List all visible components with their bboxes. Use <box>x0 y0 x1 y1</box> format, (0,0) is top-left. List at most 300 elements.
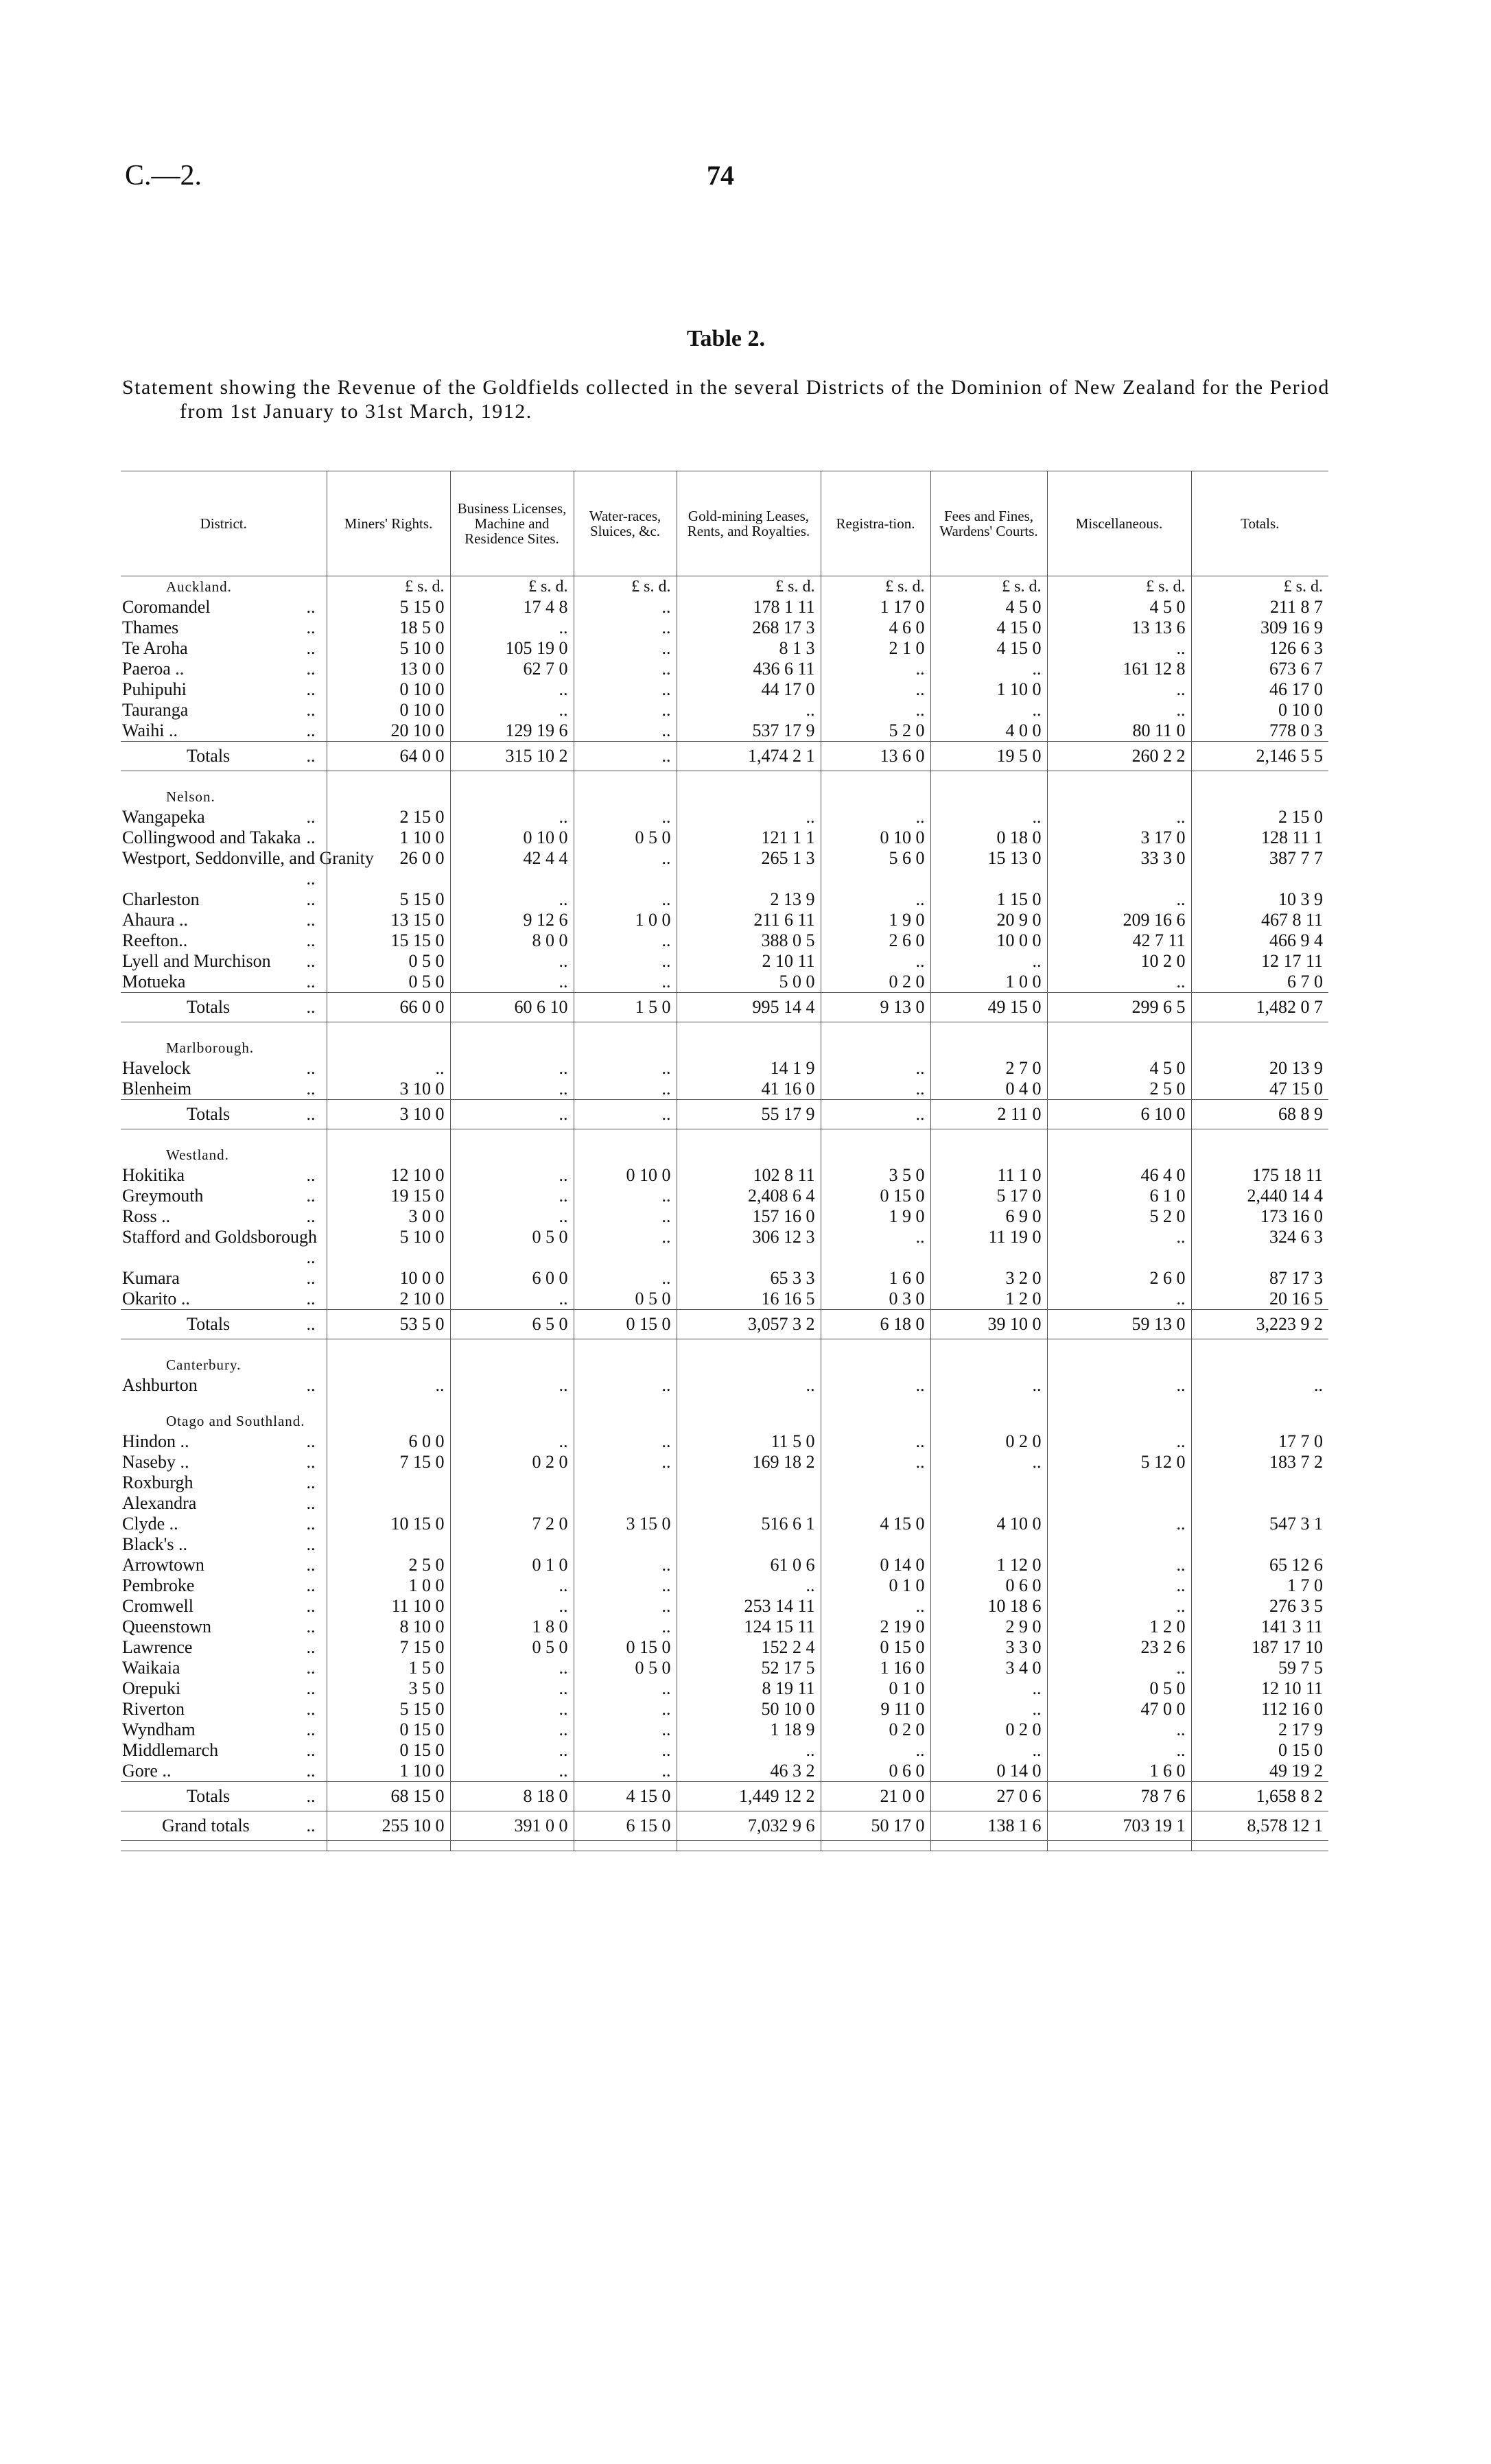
amount-cell: 3 3 0 <box>930 1637 1047 1658</box>
amount-cell: 44 17 0 <box>677 679 821 700</box>
amount-cell: 0 1 0 <box>821 1678 930 1699</box>
district-cell <box>121 1375 327 1396</box>
amount-cell: 12 10 0 <box>327 1165 450 1186</box>
spacer-cell <box>1047 1339 1191 1352</box>
empty-cell <box>1191 1142 1328 1165</box>
district-cell <box>121 807 327 828</box>
grand-total-cell: 8,578 12 1 <box>1191 1811 1328 1841</box>
table-body <box>121 576 1328 1851</box>
amount-cell: 4 5 0 <box>930 597 1047 618</box>
total-cell: 1,658 8 2 <box>1191 1782 1328 1811</box>
amount-cell <box>450 1472 574 1493</box>
district-name: Pembroke <box>122 1575 195 1595</box>
leader-dots: .. <box>306 1720 316 1739</box>
amount-cell: .. <box>930 1740 1047 1761</box>
amount-cell: 41 16 0 <box>677 1079 821 1100</box>
amount-cell: 3 17 0 <box>1047 828 1191 848</box>
district-row <box>121 1227 1328 1268</box>
amount-cell: 2 15 0 <box>327 807 450 828</box>
amount-cell: 0 2 0 <box>821 1720 930 1740</box>
amount-cell: 0 2 0 <box>930 1720 1047 1740</box>
spacer-cell <box>450 1022 574 1035</box>
amount-cell: 1 16 0 <box>821 1658 930 1678</box>
total-cell: 1,449 12 2 <box>677 1782 821 1811</box>
spacer-cell <box>574 1129 677 1142</box>
section-heading-row <box>121 1142 1328 1165</box>
leader-dots: .. <box>306 1617 316 1636</box>
amount-cell: .. <box>930 659 1047 679</box>
total-cell: 315 10 2 <box>450 742 574 771</box>
amount-cell: 1 0 0 <box>574 910 677 930</box>
amount-cell: .. <box>574 1452 677 1472</box>
amount-cell: 6 9 0 <box>930 1206 1047 1227</box>
amount-cell: .. <box>327 1058 450 1079</box>
district-cell <box>121 848 374 889</box>
spacer-cell <box>677 771 821 784</box>
amount-cell: 10 15 0 <box>327 1514 450 1534</box>
totals-label <box>121 1782 327 1811</box>
amount-cell: 10 3 9 <box>1278 889 1323 909</box>
amount-cell: 4 15 0 <box>930 638 1047 659</box>
empty-cell <box>677 784 821 807</box>
amount-cell: 10 2 0 <box>1047 951 1191 972</box>
amount-cell: .. <box>574 1079 677 1100</box>
empty-cell <box>1191 1035 1328 1058</box>
district-row <box>121 951 1328 972</box>
district-name: Orepuki <box>122 1678 181 1698</box>
amount-cell: 8 19 11 <box>677 1678 821 1699</box>
district-name: Totals <box>187 1314 231 1334</box>
amount-cell: 0 5 0 <box>574 1658 677 1678</box>
section-heading: Westland. <box>121 1142 327 1165</box>
amount-cell: 15 13 0 <box>930 848 1047 889</box>
grand-total-cell: 255 10 0 <box>327 1811 450 1841</box>
leader-dots: .. <box>306 869 316 889</box>
leader-dots: .. <box>306 1575 316 1595</box>
amount-cell: .. <box>677 1575 821 1596</box>
total-cell: 59 13 0 <box>1047 1310 1191 1339</box>
amount-cell: .. <box>930 1452 1047 1472</box>
amount-cell: 112 16 0 <box>1260 1699 1323 1719</box>
empty-cell <box>450 1408 574 1431</box>
empty-cell <box>450 1035 574 1058</box>
amount-cell <box>1191 1534 1328 1555</box>
leader-dots: .. <box>306 1816 316 1835</box>
amount-cell: .. <box>1047 1227 1191 1268</box>
total-cell: 49 15 0 <box>930 993 1047 1022</box>
amount-cell: .. <box>574 930 677 951</box>
leader-dots: .. <box>306 828 316 847</box>
amount-cell: 152 2 4 <box>677 1637 821 1658</box>
amount-cell: 1 10 0 <box>327 828 450 848</box>
amount-cell: 0 15 0 <box>821 1637 930 1658</box>
amount-cell: 7 2 0 <box>450 1514 574 1534</box>
amount-cell: 0 5 0 <box>574 828 677 848</box>
total-cell: 6 18 0 <box>821 1310 930 1339</box>
amount-cell: 52 17 5 <box>677 1658 821 1678</box>
district-cell <box>121 910 327 930</box>
amount-cell: 42 7 11 <box>1047 930 1191 951</box>
district-row <box>121 1206 1328 1227</box>
amount-cell: 10 0 0 <box>327 1268 450 1289</box>
total-cell: 68 8 9 <box>1191 1100 1328 1129</box>
district-name: Te Aroha <box>122 638 188 658</box>
district-row <box>121 1555 1328 1575</box>
amount-cell: .. <box>821 1058 930 1079</box>
amount-cell: 5 15 0 <box>327 597 450 618</box>
total-cell: 3,057 3 2 <box>677 1310 821 1339</box>
amount-cell: .. <box>1047 638 1191 659</box>
district-name: Totals <box>187 1786 231 1806</box>
amount-cell: .. <box>450 1058 574 1079</box>
spacer-cell <box>821 771 930 784</box>
amount-cell: 0 10 0 <box>327 700 450 720</box>
leader-dots: .. <box>306 972 316 992</box>
district-row <box>121 1740 1328 1761</box>
leader-dots: .. <box>306 638 316 658</box>
column-header: Totals. <box>1191 471 1328 576</box>
amount-cell: 0 1 0 <box>821 1575 930 1596</box>
amount-cell: 2 1 0 <box>821 638 930 659</box>
amount-cell: 7 15 0 <box>327 1637 450 1658</box>
grand-total-cell: 391 0 0 <box>450 1811 574 1841</box>
amount-cell: 126 6 3 <box>1269 638 1323 658</box>
district-row <box>121 1720 1328 1740</box>
spacer-cell <box>121 1022 327 1035</box>
district-cell <box>121 597 327 618</box>
amount-cell: .. <box>450 1431 574 1452</box>
leader-dots: .. <box>306 1247 316 1267</box>
amount-cell: 2 6 0 <box>821 930 930 951</box>
empty-cell <box>1047 1408 1191 1431</box>
amount-cell: 1 2 0 <box>930 1289 1047 1310</box>
amount-cell: 3 2 0 <box>930 1268 1047 1289</box>
amount-cell: .. <box>821 679 930 700</box>
amount-cell <box>1191 1472 1328 1493</box>
amount-cell: .. <box>930 1375 1047 1396</box>
amount-cell: .. <box>450 1206 574 1227</box>
district-row <box>121 1452 1328 1472</box>
empty-cell <box>821 784 930 807</box>
section-heading-row <box>121 1352 1328 1375</box>
amount-cell: .. <box>1047 1575 1191 1596</box>
leader-dots: .. <box>306 889 316 909</box>
spacer-cell <box>1047 1841 1191 1851</box>
amount-cell: 1 6 0 <box>1047 1761 1191 1782</box>
amount-cell: .. <box>677 1740 821 1761</box>
total-cell: 2 11 0 <box>930 1100 1047 1129</box>
amount-cell: 2 9 0 <box>930 1617 1047 1637</box>
amount-cell: 1 10 0 <box>930 679 1047 700</box>
amount-cell <box>574 1534 677 1555</box>
amount-cell: 0 2 0 <box>450 1452 574 1472</box>
amount-cell: .. <box>450 1079 574 1100</box>
amount-cell: 0 4 0 <box>930 1079 1047 1100</box>
amount-cell: .. <box>930 951 1047 972</box>
spacer-cell <box>121 1396 327 1408</box>
amount-cell: 10 18 6 <box>930 1596 1047 1617</box>
leader-dots: .. <box>306 1761 316 1781</box>
spacer-cell <box>677 1129 821 1142</box>
district-row <box>121 807 1328 828</box>
amount-cell: .. <box>574 1740 677 1761</box>
spacer-cell <box>574 771 677 784</box>
amount-cell: 2 5 0 <box>327 1555 450 1575</box>
district-cell <box>121 951 327 972</box>
total-cell: 68 15 0 <box>327 1782 450 1811</box>
page-number: 74 <box>707 160 734 191</box>
money-unit: £ s. d. <box>677 576 821 598</box>
amount-cell: 2 10 0 <box>327 1289 450 1310</box>
amount-cell: .. <box>1047 1740 1191 1761</box>
district-row <box>121 848 1328 889</box>
amount-cell: 5 6 0 <box>821 848 930 889</box>
spacer-cell <box>930 1129 1047 1142</box>
section-heading-row <box>121 1035 1328 1058</box>
leader-dots: .. <box>306 1637 316 1657</box>
amount-cell: 4 5 0 <box>1047 1058 1191 1079</box>
column-header: Miners' Rights. <box>327 471 450 576</box>
amount-cell: .. <box>327 1375 450 1396</box>
amount-cell: .. <box>574 659 677 679</box>
amount-cell: 0 6 0 <box>930 1575 1047 1596</box>
spacer-cell <box>450 1339 574 1352</box>
amount-cell <box>677 1534 821 1555</box>
empty-cell <box>930 784 1047 807</box>
total-cell: 2,146 5 5 <box>1191 742 1328 771</box>
leader-dots: .. <box>306 1079 316 1099</box>
district-name: Totals <box>187 1104 231 1124</box>
district-cell <box>121 1740 327 1761</box>
amount-cell: 209 16 6 <box>1047 910 1191 930</box>
amount-cell: .. <box>574 1206 677 1227</box>
amount-cell: .. <box>821 1079 930 1100</box>
column-header: Water-races, Sluices, &c. <box>574 471 677 576</box>
district-row <box>121 1186 1328 1206</box>
spacer-cell <box>327 1022 450 1035</box>
amount-cell: 1 12 0 <box>930 1555 1047 1575</box>
leader-dots: .. <box>306 1699 316 1719</box>
spacer-cell <box>574 1339 677 1352</box>
amount-cell: 20 10 0 <box>327 720 450 742</box>
leader-dots: .. <box>306 618 316 637</box>
amount-cell: 0 10 0 <box>450 828 574 848</box>
amount-cell: 265 1 3 <box>677 848 821 889</box>
total-cell: 13 6 0 <box>821 742 930 771</box>
amount-cell: .. <box>1047 1289 1191 1310</box>
amount-cell: 2 19 0 <box>821 1617 930 1637</box>
district-cell <box>121 1431 327 1452</box>
district-cell <box>121 930 327 951</box>
amount-cell: 46 17 0 <box>1269 679 1323 699</box>
grand-total-cell: 6 15 0 <box>574 1811 677 1841</box>
amount-cell: 61 0 6 <box>677 1555 821 1575</box>
spacer-cell <box>930 1339 1047 1352</box>
district-cell <box>121 1678 327 1699</box>
district-cell <box>121 828 327 848</box>
leader-dots: .. <box>306 1472 316 1492</box>
amount-cell: 187 17 10 <box>1252 1637 1323 1657</box>
district-row <box>121 1165 1328 1186</box>
district-name: Black's .. <box>122 1534 187 1554</box>
amount-cell: .. <box>574 1431 677 1452</box>
section-heading-row <box>121 784 1328 807</box>
spacer-cell <box>1047 1022 1191 1035</box>
district-row <box>121 1058 1328 1079</box>
amount-cell: 0 5 0 <box>327 972 450 993</box>
district-name: Naseby .. <box>122 1452 189 1472</box>
money-unit: £ s. d. <box>574 576 677 598</box>
table-bottom-rule <box>121 1841 1328 1851</box>
district-row <box>121 1514 1328 1534</box>
total-cell: 60 6 10 <box>450 993 574 1022</box>
amount-cell <box>930 1472 1047 1493</box>
totals-row <box>121 993 1328 1022</box>
total-cell: 995 14 4 <box>677 993 821 1022</box>
amount-cell <box>1047 1493 1191 1514</box>
spacer-cell <box>1191 1841 1328 1851</box>
amount-cell: .. <box>574 720 677 742</box>
amount-cell: .. <box>821 1596 930 1617</box>
spacer-cell <box>327 1129 450 1142</box>
amount-cell: 306 12 3 <box>677 1227 821 1268</box>
district-name: Cromwell <box>122 1596 193 1616</box>
leader-dots: .. <box>306 1058 316 1078</box>
district-name: Westport, Seddonville, and Granity <box>122 848 374 868</box>
empty-cell <box>677 1352 821 1375</box>
total-cell: 260 2 2 <box>1047 742 1191 771</box>
district-row <box>121 1079 1328 1100</box>
leader-dots: .. <box>306 1493 316 1513</box>
grand-total-cell: 138 1 6 <box>930 1811 1047 1841</box>
empty-cell <box>574 1035 677 1058</box>
total-cell: 3 10 0 <box>327 1100 450 1129</box>
amount-cell <box>1191 1493 1328 1514</box>
district-cell <box>121 1534 327 1555</box>
grand-total-cell: 50 17 0 <box>821 1811 930 1841</box>
district-name: Charleston <box>122 889 200 909</box>
leader-dots: .. <box>306 1289 316 1309</box>
amount-cell: 46 3 2 <box>677 1761 821 1782</box>
district-cell <box>121 1289 327 1310</box>
amount-cell: 65 12 6 <box>1269 1555 1323 1575</box>
district-cell <box>121 1165 327 1186</box>
amount-cell: .. <box>574 679 677 700</box>
amount-cell: 4 10 0 <box>930 1514 1047 1534</box>
district-row <box>121 1678 1328 1699</box>
section-heading: Marlborough. <box>121 1035 327 1058</box>
district-row <box>121 1534 1328 1555</box>
amount-cell: 11 19 0 <box>930 1227 1047 1268</box>
leader-dots: .. <box>306 1658 316 1678</box>
money-unit: £ s. d. <box>821 576 930 598</box>
spacer-row <box>121 771 1328 784</box>
amount-cell: 6 1 0 <box>1047 1186 1191 1206</box>
amount-cell <box>327 1472 450 1493</box>
amount-cell: 0 1 0 <box>450 1555 574 1575</box>
empty-cell <box>327 1408 450 1431</box>
amount-cell: .. <box>677 700 821 720</box>
amount-cell: 0 10 0 <box>1278 700 1323 720</box>
spacer-cell <box>821 1841 930 1851</box>
amount-cell: 49 19 2 <box>1269 1761 1323 1781</box>
amount-cell: .. <box>450 1740 574 1761</box>
grand-total-cell: 703 19 1 <box>1047 1811 1191 1841</box>
amount-cell: 5 17 0 <box>930 1186 1047 1206</box>
district-name: Okarito .. <box>122 1289 190 1309</box>
amount-cell: 0 2 0 <box>821 972 930 993</box>
amount-cell: 5 15 0 <box>327 1699 450 1720</box>
total-cell: 6 10 0 <box>1047 1100 1191 1129</box>
district-row <box>121 1375 1328 1396</box>
district-name: Tauranga <box>122 700 189 720</box>
district-name: Totals <box>187 997 231 1017</box>
district-row <box>121 889 1328 910</box>
district-cell <box>121 1699 327 1720</box>
spacer-cell <box>574 1841 677 1851</box>
amount-cell: .. <box>574 972 677 993</box>
spacer-row <box>121 1129 1328 1142</box>
totals-label <box>121 742 327 771</box>
spacer-cell <box>930 1841 1047 1851</box>
amount-cell: 276 3 5 <box>1269 1596 1323 1616</box>
district-row <box>121 679 1328 700</box>
amount-cell: .. <box>677 1375 821 1396</box>
district-name: Collingwood and Takaka <box>122 828 301 847</box>
amount-cell: 65 3 3 <box>677 1268 821 1289</box>
spacer-cell <box>821 1339 930 1352</box>
spacer-cell <box>327 1841 450 1851</box>
leader-dots: .. <box>306 910 316 930</box>
table-caption: Statement showing the Revenue of the Goldfields collected in the several Districts of the Dominion of New Zealand for the Period from 1st January to 31st March, 1912. <box>122 376 1330 423</box>
amount-cell: .. <box>821 807 930 828</box>
total-cell: 53 5 0 <box>327 1310 450 1339</box>
amount-cell: .. <box>450 1658 574 1678</box>
district-row <box>121 1761 1328 1782</box>
amount-cell: 3 10 0 <box>327 1079 450 1100</box>
grand-totals-row <box>121 1811 1328 1841</box>
amount-cell: .. <box>450 1596 574 1617</box>
empty-cell <box>821 1035 930 1058</box>
amount-cell: 13 15 0 <box>327 910 450 930</box>
leader-dots: .. <box>306 1268 316 1288</box>
leader-dots: .. <box>306 700 316 720</box>
amount-cell: 2,440 14 4 <box>1247 1186 1323 1206</box>
empty-cell <box>1047 784 1191 807</box>
district-name: Gore .. <box>122 1761 172 1781</box>
spacer-cell <box>1191 771 1328 784</box>
district-cell <box>121 1206 327 1227</box>
amount-cell: 3 5 0 <box>327 1678 450 1699</box>
district-row <box>121 1493 1328 1514</box>
leader-dots: .. <box>306 997 316 1017</box>
district-cell <box>121 1555 327 1575</box>
district-name: Waikaia <box>122 1658 180 1678</box>
leader-dots: .. <box>306 1514 316 1534</box>
district-cell <box>121 1058 327 1079</box>
amount-cell: 211 6 11 <box>677 910 821 930</box>
district-cell <box>121 720 327 742</box>
amount-cell: 1 0 0 <box>327 1575 450 1596</box>
amount-cell: 4 0 0 <box>930 720 1047 742</box>
district-name: Arrowtown <box>122 1555 204 1575</box>
empty-cell <box>574 1352 677 1375</box>
spacer-cell <box>574 1396 677 1408</box>
amount-cell: 0 14 0 <box>930 1761 1047 1782</box>
total-cell: 1 5 0 <box>574 993 677 1022</box>
amount-cell: 0 10 0 <box>821 828 930 848</box>
district-row <box>121 1268 1328 1289</box>
